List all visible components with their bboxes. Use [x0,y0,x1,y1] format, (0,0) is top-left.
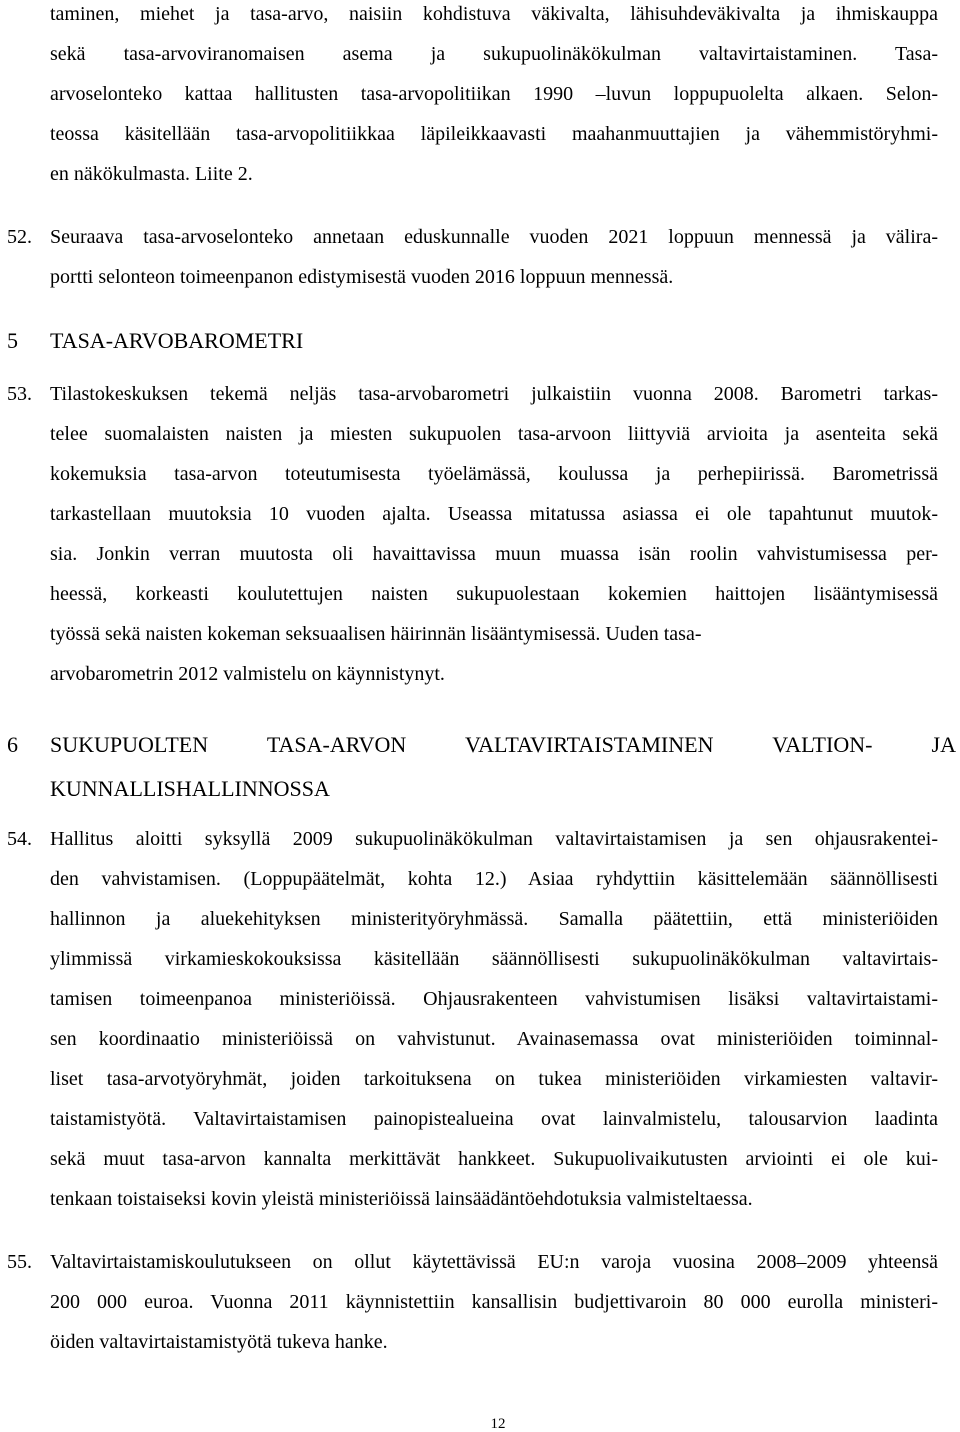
text-line: den vahvistamisen. (Loppupäätelmät, kohta 12.) Asiaa ryhdyttiin käsittelemään säännöllisesti [50,868,938,890]
text-line: taistamistyötä. Valtavirtaistamisen painopistealueina ovat lainvalmistelu, talousarvion laadinta [50,1108,938,1130]
paragraph-number: 53. [7,383,32,405]
paragraph-number: 55. [7,1251,32,1273]
text-line: arvobarometrin 2012 valmistelu on käynnistynyt. [50,663,445,685]
text-line: heessä, korkeasti koulutettujen naisten sukupuolestaan kokemien haittojen lisääntymisessä [50,583,938,605]
section-title: SUKUPUOLTEN TASA-ARVON VALTAVIRTAISTAMINEN VALTION- JA [50,732,956,757]
text-line: tenkaan toistaiseksi kovin yleistä ministeriöissä lainsäädäntöehdotuksia valmisteltaessa. [50,1188,753,1210]
section-title: TASA-ARVOBAROMETRI [50,328,304,353]
text-line: kokemuksia tasa-arvon toteutumisesta työelämässä, koulussa ja perhepiirissä. Barometrissä [50,463,938,485]
paragraph-number: 54. [7,828,32,850]
text-line: sekä muut tasa-arvon kannalta merkittävät hankkeet. Sukupuolivaikutusten arviointi ei ole kui- [50,1148,938,1170]
text-line: teossa käsitellään tasa-arvopolitiikkaa läpileikkaavasti maahanmuuttajien ja vähemmistöryhmi- [50,123,938,145]
text-line: ylimmissä virkamieskokouksissa käsitellään säännöllisesti sukupuolinäkökulman valtavirtais- [50,948,938,970]
text-line: työssä sekä naisten kokeman seksuaalisen häirinnän lisääntymisessä. Uuden tasa- [50,623,702,645]
text-line: telee suomalaisten naisten ja miesten sukupuolen tasa-arvoon liittyviä arvioita ja asenteita sekä [50,423,938,445]
section-title: KUNNALLISHALLINNOSSA [50,776,330,801]
paragraph-number: 52. [7,226,32,248]
text-line: öiden valtavirtaistamistyötä tukeva hanke. [50,1331,388,1353]
text-line: Tilastokeskuksen tekemä neljäs tasa-arvobarometri julkaistiin vuonna 2008. Barometri tarkas- [50,383,938,405]
text-line: arvoselonteko kattaa hallitusten tasa-arvopolitiikan 1990 –luvun loppupuolelta alkaen. Selon- [50,83,938,105]
page-number: 12 [490,1416,506,1432]
text-line: Valtavirtaistamiskoulutukseen on ollut käytettävissä EU:n varoja vuosina 2008–2009 yhteensä [50,1251,938,1273]
text-line: liset tasa-arvotyöryhmät, joiden tarkoituksena on tukea ministeriöiden virkamiesten valtavir- [50,1068,938,1090]
text-line: Seuraava tasa-arvoselonteko annetaan eduskunnalle vuoden 2021 loppuun mennessä ja välira- [50,226,938,248]
text-line: sia. Jonkin verran muutosta oli havaittavissa muun muassa isän roolin vahvistumisessa per- [50,543,938,565]
text-line: tamisen toimeenpanoa ministeriöissä. Ohjausrakenteen vahvistumisen lisäksi valtavirtaistami- [50,988,938,1010]
text-line: taminen, miehet ja tasa-arvo, naisiin kohdistuva väkivalta, lähisuhdeväkivalta ja ihmiskauppa [50,3,938,25]
text-line: 200 000 euroa. Vuonna 2011 käynnistettiin kansallisin budjettivaroin 80 000 eurolla ministeri- [50,1291,938,1313]
section-number: 6 [7,732,18,757]
text-line: en näkökulmasta. Liite 2. [50,163,253,185]
text-line: hallinnon ja aluekehityksen ministerityöryhmässä. Samalla päätettiin, että ministeriöiden [50,908,938,930]
text-line: sekä tasa-arvoviranomaisen asema ja sukupuolinäkökulman valtavirtaistaminen. Tasa- [50,43,938,65]
text-line: tarkastellaan muutoksia 10 vuoden ajalta. Useassa mitatussa asiassa ei ole tapahtunut muutok- [50,503,938,525]
section-number: 5 [7,328,18,353]
text-line: Hallitus aloitti syksyllä 2009 sukupuolinäkökulman valtavirtaistamisen ja sen ohjausrakentei- [50,828,938,850]
text-line: sen koordinaatio ministeriöissä on vahvistunut. Avainasemassa ovat ministeriöiden toiminnal- [50,1028,938,1050]
text-line: portti selonteon toimeenpanon edistymisestä vuoden 2016 loppuun mennessä. [50,266,674,288]
